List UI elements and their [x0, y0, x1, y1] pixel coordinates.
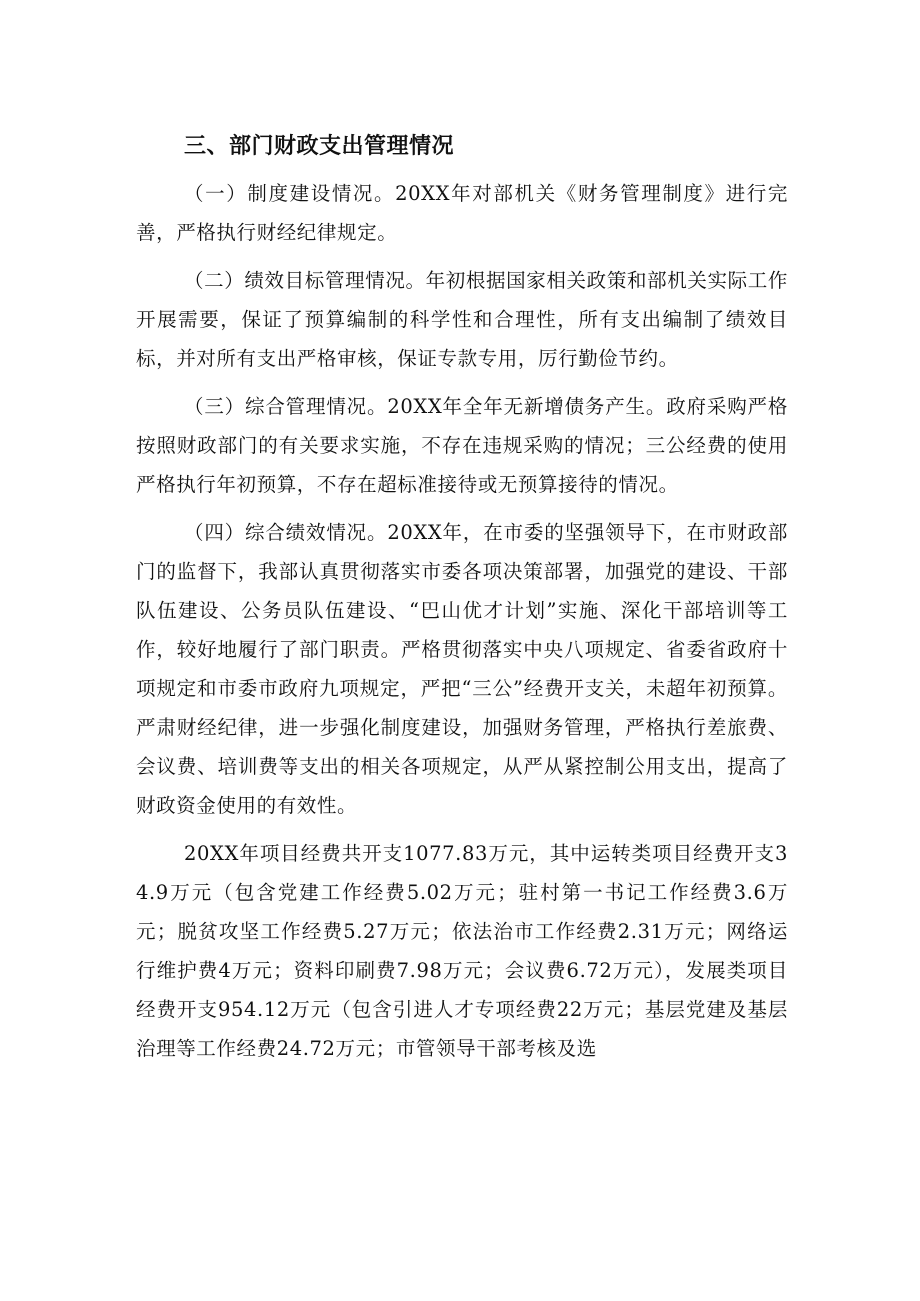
paragraph-comprehensive-management: （三）综合管理情况。20XX年全年无新增债务产生。政府采购严格按照财政部门的有关要求实施，不存在违规采购的情况；三公经费的使用严格执行年初预算，不存在超标准接待或无预算接待的情况。 [136, 395, 788, 496]
paragraph-system-construction: （一）制度建设情况。20XX年对部机关《财务管理制度》进行完善，严格执行财经纪律规定。 [136, 182, 788, 244]
paragraph-comprehensive-performance: （四）综合绩效情况。20XX年，在市委的坚强领导下，在市财政部门的监督下，我部认真贯彻落实市委各项决策部署，加强党的建设、干部队伍建设、公务员队伍建设、“巴山优才计划”实施、深化干部培训等工作，较好地履行了部门职责。严格贯彻落实中央八项规定、省委省政府十项规定和市委市政府九项规定，严把“三公”经费开支关，未超年初预算。严肃财经纪律，进一步强化制度建设，加强财务管理，严格执行差旅费、会议费、培训费等支出的相关各项规定，从严从紧控制公用支出，提高了财政资金使用的有效性。 [136, 521, 788, 817]
paragraph-performance-goals: （二）绩效目标管理情况。年初根据国家相关政策和部机关实际工作开展需要，保证了预算编制的科学性和合理性，所有支出编制了绩效目标，并对所有支出严格审核，保证专款专用，厉行勤俭节约。 [136, 269, 788, 370]
paragraph-project-expenditure: 20XX年项目经费共开支1077.83万元，其中运转类项目经费开支34.9万元（包含党建工作经费5.02万元；驻村第一书记工作经费3.6万元；脱贫攻坚工作经费5.27万元；依法治市工作经费2.31万元；网络运行维护费4万元；资料印刷费7.98万元；会议费6.72万元），发展类项目经费开支954.12万元（包含引进人才专项经费22万元；基层党建及基层治理等工作经费24.72万元；市管领导干部考核及选 [136, 842, 788, 1060]
section-heading: 三、部门财政支出管理情况 [184, 134, 455, 159]
document-body [136, 128, 788, 1077]
